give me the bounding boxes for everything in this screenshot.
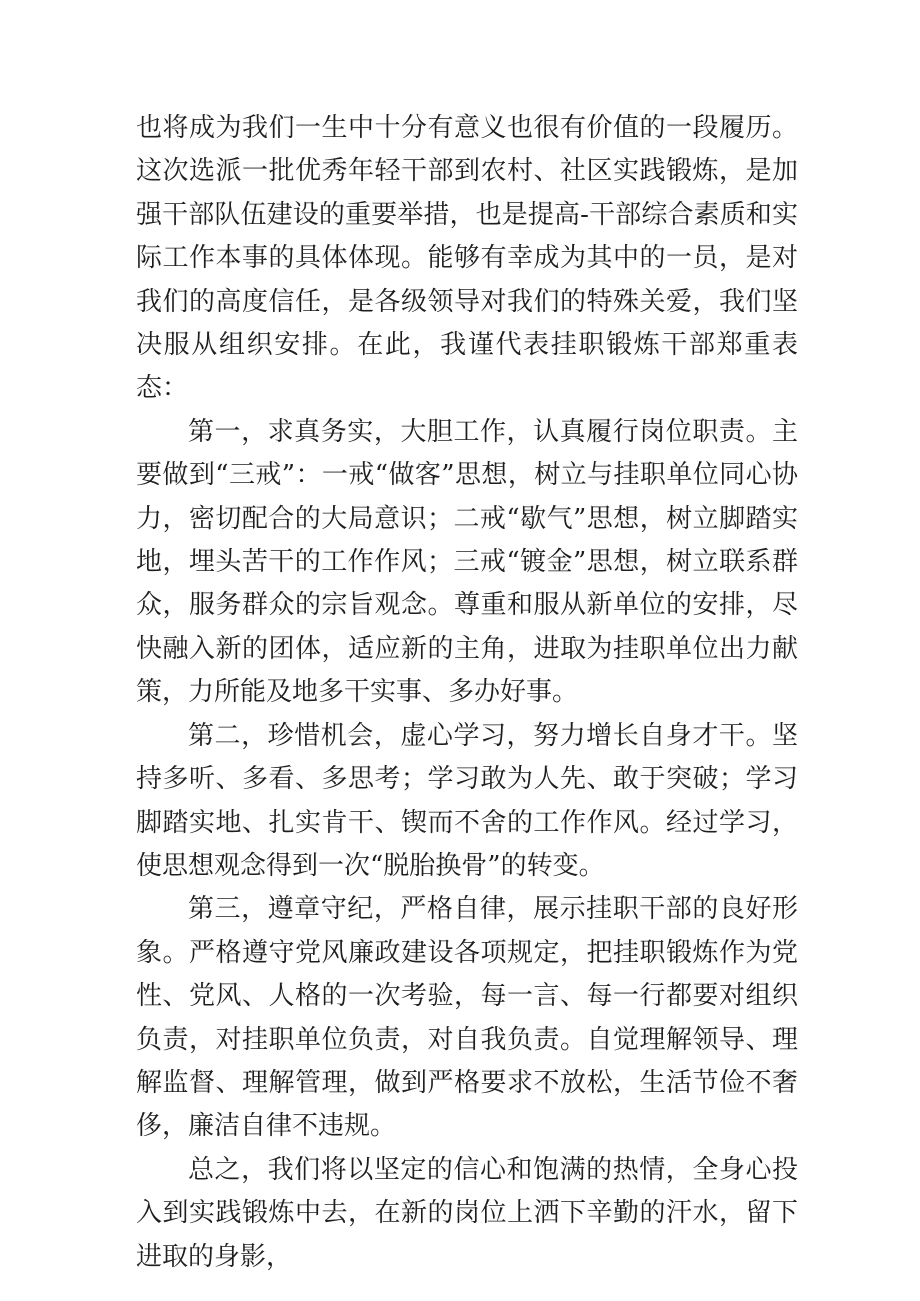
paragraph-continuation: 也将成为我们一生中十分有意义也很有价值的一段履历。这次选派一批优秀年轻干部到农村、社区实践锻炼，是加强干部队伍建设的重要举措，也是提高-干部综合素质和实际工作本事的具体体现。能够有幸成为其中的一员，是对我们的高度信任，是各级领导对我们的特殊关爱，我们坚决服从组织安排。在此，我谨代表挂职锻炼干部郑重表态：	[136, 113, 798, 404]
paragraph-conclusion: 总之，我们将以坚定的信心和饱满的热情，全身心投入到实践锻炼中去，在新的岗位上洒下辛勤的汗水，留下进取的身影，	[136, 1154, 798, 1272]
paragraph-second-point: 第二，珍惜机会，虚心学习，努力增长自身才干。坚持多听、多看、多思考；学习敢为人先、敢于突破；学习脚踏实地、扎实肯干、锲而不舍的工作作风。经过学习，使思想观念得到一次“脱胎换骨”的转变。	[136, 720, 798, 881]
document-body	[136, 107, 798, 1279]
paragraph-third-point: 第三，遵章守纪，严格自律，展示挂职干部的良好形象。严格遵守党风廉政建设各项规定，把挂职锻炼作为党性、党风、人格的一次考验，每一言、每一行都要对组织负责，对挂职单位负责，对自我负责。自觉理解领导、理解监督、理解管理，做到严格要求不放松，生活节俭不奢侈，廉洁自律不违规。	[136, 894, 798, 1142]
paragraph-first-point: 第一，求真务实，大胆工作，认真履行岗位职责。主要做到“三戒”：一戒“做客”思想，树立与挂职单位同心协力，密切配合的大局意识；二戒“歇气”思想，树立脚踏实地，埋头苦干的工作作风；三戒“镀金”思想，树立联系群众，服务群众的宗旨观念。尊重和服从新单位的安排，尽快融入新的团体，适应新的主角，进取为挂职单位出力献策，力所能及地多干实事、多办好事。	[136, 416, 798, 708]
